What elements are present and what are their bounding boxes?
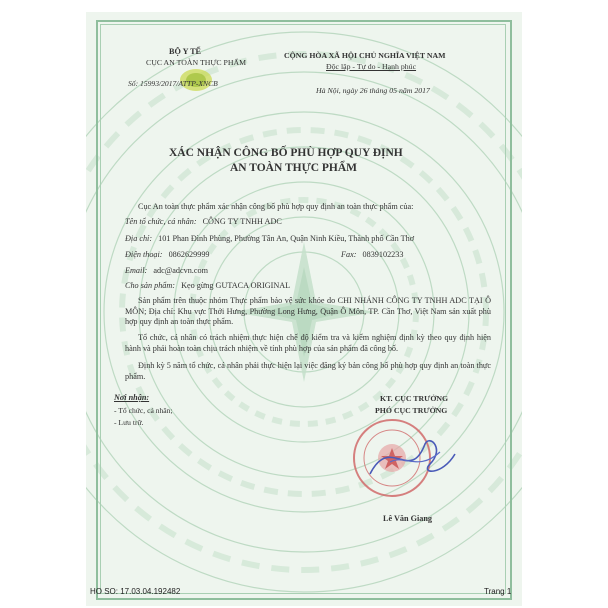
email-value: adc@adcvn.com — [153, 266, 208, 275]
fax-row — [341, 251, 403, 259]
address-row — [125, 235, 414, 243]
address-label: Địa chỉ: — [125, 234, 153, 243]
national-motto: Độc lập - Tự do - Hạnh phúc — [326, 62, 417, 71]
signatory-name: Lê Văn Giang — [383, 514, 432, 523]
org-row — [125, 218, 282, 226]
email-row — [125, 267, 208, 275]
document-number: Số: 15993/2017/ATTP-XNCB — [128, 79, 218, 88]
page-number: Trang 1 — [484, 587, 512, 596]
recipient-item: - Lưu trữ. — [114, 418, 144, 427]
intro-text: Cục An toàn thực phẩm xác nhận công bố phù hợp quy định an toàn thực phẩm của: — [138, 202, 414, 211]
paragraph-renewal: Định kỳ 5 năm tổ chức, cá nhân phải thực hiện lại việc đăng ký bản công bố phù hợp quy định an toàn thực phẩm. — [125, 361, 491, 381]
signature-title-line1: KT. CỤC TRƯỞNG — [380, 394, 449, 403]
official-seal-and-signature — [330, 414, 462, 500]
paragraph-product-group: Sản phẩm trên thuộc nhóm Thực phẩm bảo vệ sức khỏe do CHI NHÁNH CÔNG TY TNHH ADC TẠI Ô MÔN; Địa chỉ: Khu vực Thới Hưng, Phường Long Hưng, Quận Ô Môn, TP. Cần Thơ, Việt Nam sản xuất phù hợp quy định an toàn thực phẩm. — [125, 296, 491, 327]
dossier-number: HO SO: 17.03.04.192482 — [90, 587, 181, 596]
phone-value: 0862629999 — [168, 250, 210, 259]
agency-name: CỤC AN TOÀN THỰC PHẨM — [146, 58, 247, 67]
place-date: Hà Nội, ngày 26 tháng 05 năm 2017 — [316, 86, 430, 95]
product-value: Kẹo gừng GUTACA ORIGINAL — [181, 281, 291, 290]
phone-label: Điện thoại: — [125, 250, 163, 259]
fax-value: 0839102233 — [362, 250, 404, 259]
address-value: 101 Phan Đình Phùng, Phường Tân An, Quận Ninh Kiều, Thành phố Cần Thơ — [158, 234, 415, 243]
document-title-line1: XÁC NHẬN CÔNG BỐ PHÙ HỢP QUY ĐỊNH — [169, 147, 403, 159]
document-title-line2: AN TOÀN THỰC PHẨM — [230, 162, 358, 174]
org-label: Tên tổ chức, cá nhân: — [125, 217, 197, 226]
email-label: Email: — [125, 266, 148, 275]
fax-label: Fax: — [341, 250, 357, 259]
product-row — [125, 282, 290, 290]
recipients-heading: Nơi nhận: — [114, 393, 150, 402]
certificate-document — [86, 12, 522, 606]
signature-title-line2: PHÓ CỤC TRƯỞNG — [375, 406, 448, 415]
org-value: CÔNG TY TNHH ADC — [202, 217, 282, 226]
country-name: CỘNG HÒA XÃ HỘI CHỦ NGHĨA VIỆT NAM — [284, 51, 446, 60]
paragraph-responsibility: Tổ chức, cá nhân có trách nhiệm thực hiện chế độ kiểm tra và kiểm nghiệm định kỳ theo quy định hiện hành và phải hoàn toàn chịu trách nhiệm về tính phù hợp của sản phẩm đã công bố. — [125, 333, 491, 353]
product-label: Cho sản phẩm: — [125, 281, 176, 290]
ministry-name: BỘ Y TẾ — [169, 47, 202, 56]
phone-row — [125, 251, 210, 259]
recipient-item: - Tổ chức, cá nhân; — [114, 406, 173, 415]
